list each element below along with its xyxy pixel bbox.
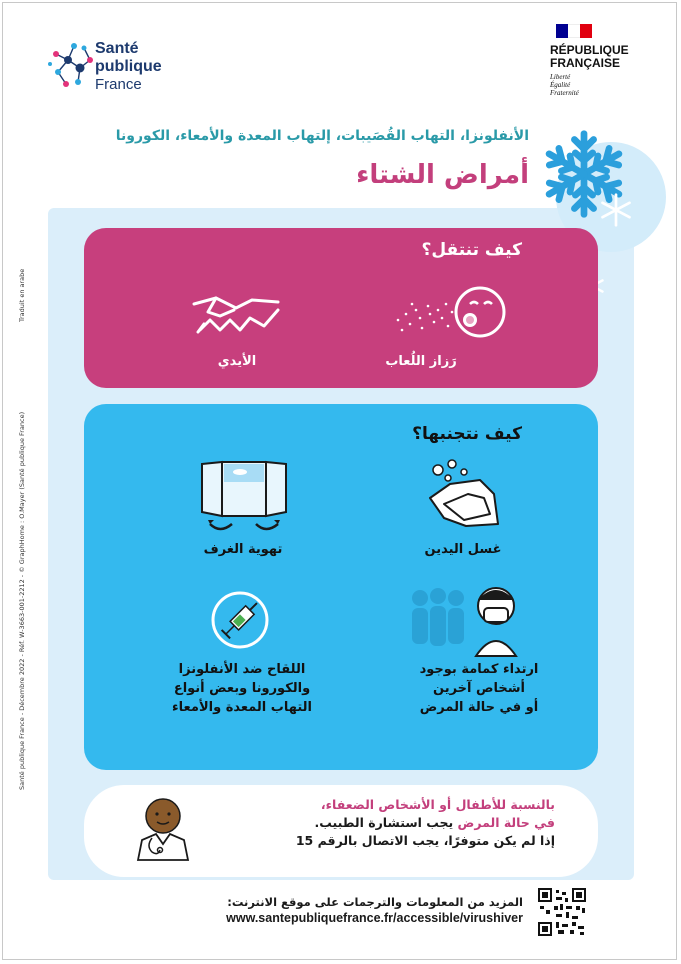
hands-label: الأيدي — [217, 354, 257, 369]
vaccine-label — [162, 660, 322, 717]
prevention-heading: كيف نتجنبها؟ — [412, 424, 522, 444]
transmission-heading: كيف تنتقل؟ — [421, 240, 522, 260]
marianne-flag-icon — [556, 24, 592, 38]
mask-label-1: ارتداء كمامة بوجود — [419, 662, 539, 677]
vaccine-label-3: التهاب المعدة والأمعاء — [172, 700, 312, 715]
advice-line-2 — [296, 814, 555, 832]
rf-name-1: RÉPUBLIQUE — [550, 43, 629, 57]
vaccine-label-1: اللقاح ضد الأنفلونزا — [178, 662, 306, 677]
rf-name-2: FRANÇAISE — [550, 56, 621, 70]
hand-washing-label: غسل اليدين — [424, 542, 502, 557]
advice-line-2-black: يجب استشارة الطبيب. — [314, 815, 458, 830]
spf-logo-text — [95, 40, 162, 94]
face-mask-icon — [408, 584, 518, 658]
qr-code-icon[interactable] — [538, 888, 586, 936]
vaccine-label-2: والكورونا وبعض أنواع — [173, 681, 311, 696]
poster-title: أمراض الشتاء — [356, 160, 529, 190]
spf-line2: publique — [95, 58, 162, 75]
rf-motto-2: Égalité — [550, 81, 571, 89]
poster-subtitle: الأنفلونزا، التهاب القُصَيبات، إلتهاب المعدة والأمعاء، الكورونا — [115, 128, 529, 144]
rf-motto-3: Fraternité — [550, 89, 579, 97]
credits-note: Santé publique France - Décembre 2022 - Réf. W-3663-001-2212 - © GraphHome : O.Mayer (Santé publique France) — [18, 411, 26, 790]
translated-note: Traduit en arabe — [18, 268, 26, 322]
spf-line3: France — [95, 76, 142, 93]
footer-more-info: المزيد من المعلومات والترجمات على موقع الانترنت: — [227, 895, 523, 909]
mask-label-2: أشخاص آخرين — [433, 681, 525, 696]
advice-line-2-pink: في حالة المرض — [457, 815, 555, 830]
hand-washing-icon — [424, 458, 506, 532]
mask-label-3: أو في حالة المرض — [419, 700, 539, 715]
advice-line-1: بالنسبة للأطفال أو الأشخاص الضعفاء، — [320, 797, 555, 812]
advice-text — [296, 796, 555, 850]
spf-line1: Santé — [95, 40, 139, 57]
saliva-label: رَزاز اللُعاب — [385, 354, 457, 369]
mask-label — [404, 660, 554, 717]
small-snowflake-icon — [598, 192, 634, 228]
coughing-face-icon — [392, 282, 507, 344]
vaccine-syringe-icon — [210, 590, 270, 650]
doctor-icon — [134, 796, 192, 862]
advice-line-3: إذا لم يكن متوفرًا، يجب الاتصال بالرقم 15 — [295, 833, 555, 848]
footer-url-link[interactable]: www.santepubliquefrance.fr/accessible/virushiver — [226, 911, 523, 925]
open-window-icon — [198, 458, 290, 538]
rf-motto-1: Liberté — [550, 73, 571, 81]
ventilation-label: تهوية الغرف — [203, 542, 283, 557]
handshake-icon — [190, 290, 282, 342]
republique-francaise-logo — [550, 24, 650, 97]
